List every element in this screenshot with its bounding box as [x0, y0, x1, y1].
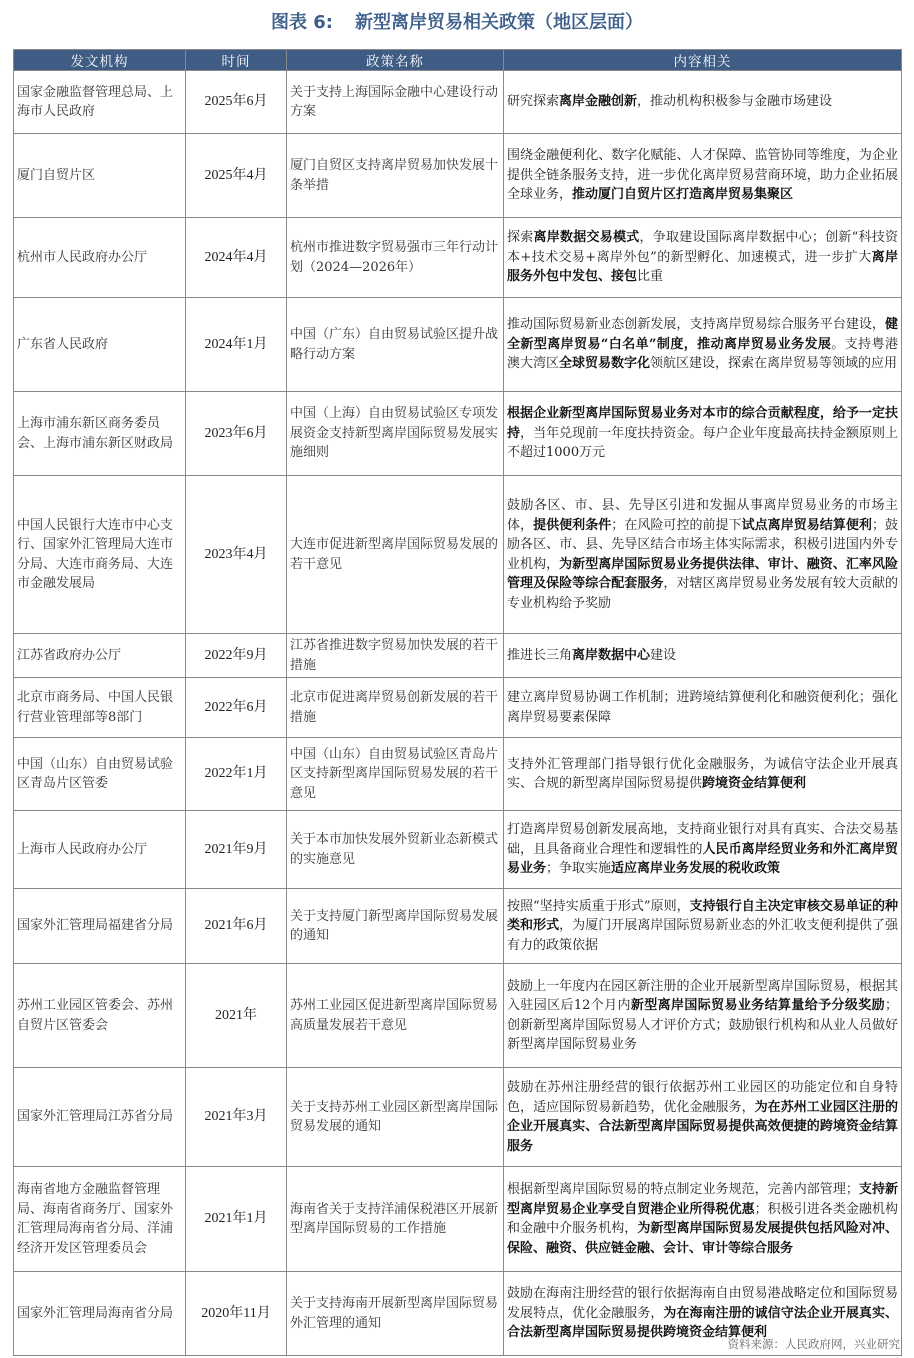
table-row — [14, 889, 902, 964]
content-text: 建立离岸贸易协调工作机制；进跨境结算便利化和融资便利化；强化离岸贸易要素保障 — [507, 690, 898, 725]
figure-number: 图表 6: — [271, 12, 333, 33]
content-text: ；积极引进各类金融机构和金融中介服务机构， — [507, 1201, 898, 1236]
content-text: ，当年兑现前一年度扶持资金。每户企业年度最高扶持金额原则上不超过1000万元 — [507, 425, 898, 461]
content-emphasis: 为新型离岸国际贸易业务提供法律、审计、融资、汇率风险管理及保险等综合配套服务 — [507, 556, 898, 591]
cell-name: 厦门自贸区支持离岸贸易加快发展十条举措 — [287, 134, 504, 218]
header-time: 时间 — [186, 50, 287, 71]
table-row — [14, 392, 902, 476]
cell-time: 2023年6月 — [186, 392, 287, 476]
content-emphasis: 人民币离岸经贸业务和外汇离岸贸易业务 — [507, 841, 898, 877]
cell-name: 关于本市加快发展外贸新业态新模式的实施意见 — [287, 811, 504, 889]
cell-time: 2020年11月 — [186, 1272, 287, 1356]
content-text: ；在风险可控的前提下 — [611, 517, 742, 533]
cell-org: 海南省地方金融监督管理局、海南省商务厅、国家外汇管理局海南省分局、洋浦经济开发区管理委员会 — [14, 1167, 186, 1272]
cell-time: 2021年9月 — [186, 811, 287, 889]
cell-org: 国家外汇管理局福建省分局 — [14, 889, 186, 964]
content-text: 推动国际贸易新业态创新发展，支持离岸贸易综合服务平台建设， — [507, 317, 885, 333]
cell-content — [504, 392, 902, 476]
cell-name: 关于支持苏州工业园区新型离岸国际贸易发展的通知 — [287, 1068, 504, 1167]
cell-content — [504, 1068, 902, 1167]
content-emphasis: 离岸数据交易模式 — [533, 230, 640, 246]
cell-time: 2024年1月 — [186, 298, 287, 392]
cell-content — [504, 1167, 902, 1272]
cell-content — [504, 134, 902, 218]
cell-org: 江苏省政府办公厅 — [14, 634, 186, 678]
cell-content — [504, 738, 902, 811]
content-emphasis: 提供便利条件 — [533, 517, 612, 533]
cell-content — [504, 218, 902, 298]
content-emphasis: 支持新型离岸贸易企业享受自贸港企业所得税优惠 — [507, 1182, 898, 1217]
cell-name: 中国（上海）自由贸易试验区专项发展资金支持新型离岸国际贸易发展实施细则 — [287, 392, 504, 476]
content-text: 围绕金融便利化、数字化赋能、人才保障、监管协同等维度，为企业提供全链条服务支持，进一步优化离岸贸易营商环境，助力企业拓展全球业务， — [507, 148, 898, 203]
cell-org: 中国人民银行大连市中心支行、国家外汇管理局大连市分局、大连市商务局、大连市金融发展局 — [14, 476, 186, 634]
cell-name: 关于支持海南开展新型离岸国际贸易外汇管理的通知 — [287, 1272, 504, 1356]
content-emphasis: 适应离岸业务发展的税收政策 — [611, 861, 781, 877]
content-emphasis: 推动厦门自贸片区打造离岸贸易集聚区 — [572, 187, 794, 203]
cell-time: 2022年6月 — [186, 678, 287, 738]
figure-title — [0, 6, 914, 40]
cell-org: 中国（山东）自由贸易试验区青岛片区管委 — [14, 738, 186, 811]
content-text: ，推动机构积极参与金融市场建设 — [637, 94, 833, 110]
header-name: 政策名称 — [287, 50, 504, 71]
table-row — [14, 134, 902, 218]
cell-time: 2024年4月 — [186, 218, 287, 298]
table-row — [14, 811, 902, 889]
content-text: ；争取实施 — [546, 861, 612, 877]
cell-org: 上海市浦东新区商务委员会、上海市浦东新区财政局 — [14, 392, 186, 476]
cell-name: 中国（广东）自由贸易试验区提升战略行动方案 — [287, 298, 504, 392]
content-text: 探索 — [507, 230, 534, 246]
cell-time: 2021年 — [186, 964, 287, 1068]
cell-time: 2023年4月 — [186, 476, 287, 634]
content-text: 鼓励在海南注册经营的银行依据海南自由贸易港战略定位和国际贸易发展特点，优化金融服务， — [507, 1286, 898, 1321]
content-emphasis: 健全新型离岸贸易“白名单”制度，推动离岸贸易业务发展 — [507, 317, 898, 352]
cell-org: 广东省人民政府 — [14, 298, 186, 392]
content-emphasis: 为新型离岸国际贸易发展提供包括风险对冲、保险、融资、供应链金融、会计、审计等综合服务 — [507, 1221, 898, 1256]
content-emphasis: 跨境资金结算便利 — [702, 776, 807, 791]
content-emphasis: 为在苏州工业园区注册的企业开展真实、合法新型离岸国际贸易提供高效便捷的跨境资金结算服务 — [507, 1099, 898, 1154]
content-text: 鼓励在苏州注册经营的银行依据苏州工业园区的功能定位和自身特色，适应国际贸易新趋势，优化金融服务， — [507, 1080, 898, 1115]
content-text: ；创新新型离岸国际贸易人才评价方式；鼓励银行机构和从业人员做好新型离岸国际贸易业务 — [507, 998, 898, 1052]
cell-name: 杭州市推进数字贸易强市三年行动计划（2024—2026年） — [287, 218, 504, 298]
cell-name: 海南省关于支持洋浦保税港区开展新型离岸国际贸易的工作措施 — [287, 1167, 504, 1272]
source-note: 资料来源：人民政府网，兴业研究 — [727, 1337, 900, 1351]
cell-content — [504, 476, 902, 634]
cell-org: 苏州工业园区管委会、苏州自贸片区管委会 — [14, 964, 186, 1068]
cell-content — [504, 298, 902, 392]
cell-content — [504, 71, 902, 134]
cell-name: 江苏省推进数字贸易加快发展的若干措施 — [287, 634, 504, 678]
content-text: 鼓励上一年度内在园区新注册的企业开展新型离岸国际贸易，根据其入驻园区后12个月内 — [507, 978, 898, 1013]
cell-name: 关于支持上海国际金融中心建设行动方案 — [287, 71, 504, 134]
cell-name: 苏州工业园区促进新型离岸国际贸易高质量发展若干意见 — [287, 964, 504, 1068]
table-row — [14, 476, 902, 634]
content-text: 建设 — [650, 647, 677, 663]
cell-time: 2021年3月 — [186, 1068, 287, 1167]
content-text: 。支持粤港澳大湾区 — [507, 336, 898, 372]
cell-name: 北京市促进离岸贸易创新发展的若干措施 — [287, 678, 504, 738]
content-text: 推进长三角 — [507, 647, 573, 663]
cell-time: 2022年1月 — [186, 738, 287, 811]
table-row — [14, 964, 902, 1068]
content-text: 根据新型离岸国际贸易的特点制定业务规范，完善内部管理； — [507, 1182, 859, 1197]
cell-time: 2021年1月 — [186, 1167, 287, 1272]
content-text: 比重 — [637, 269, 664, 285]
cell-content — [504, 811, 902, 889]
policy-table — [13, 49, 902, 1356]
content-text: ，争取建设国际离岸数据中心；创新“科技资本+技术交易+离岸外包”的新型孵化、加速模式，进一步扩大 — [507, 230, 898, 265]
cell-time: 2025年6月 — [186, 71, 287, 134]
table-body — [14, 71, 902, 1356]
cell-name: 中国（山东）自由贸易试验区青岛片区支持新型离岸国际贸易发展的若干意见 — [287, 738, 504, 811]
cell-org: 国家金融监督管理总局、上海市人民政府 — [14, 71, 186, 134]
content-emphasis: 新型离岸国际贸易业务结算量给予分级奖励 — [630, 998, 885, 1013]
cell-content — [504, 678, 902, 738]
header-org: 发文机构 — [14, 50, 186, 71]
content-emphasis: 离岸金融创新 — [559, 94, 638, 110]
table-row — [14, 1068, 902, 1167]
figure-title-text: 新型离岸贸易相关政策（地区层面） — [355, 12, 643, 33]
cell-org: 厦门自贸片区 — [14, 134, 186, 218]
content-text: 打造离岸贸易创新发展高地，支持商业银行对具有真实、合法交易基础，且具备商业合理性和逻辑性的 — [507, 822, 898, 857]
table-row — [14, 298, 902, 392]
cell-org: 国家外汇管理局海南省分局 — [14, 1272, 186, 1356]
table-row — [14, 738, 902, 811]
content-emphasis: 根据企业新型离岸国际贸易业务对本市的综合贡献程度，给予一定扶持 — [507, 406, 898, 441]
cell-org: 国家外汇管理局江苏省分局 — [14, 1068, 186, 1167]
cell-org: 杭州市人民政府办公厅 — [14, 218, 186, 298]
cell-content — [504, 964, 902, 1068]
cell-name: 大连市促进新型离岸国际贸易发展的若干意见 — [287, 476, 504, 634]
table-header-row — [14, 50, 902, 71]
table-row — [14, 218, 902, 298]
cell-org: 北京市商务局、中国人民银行营业管理部等8部门 — [14, 678, 186, 738]
content-text: 支持外汇管理部门指导银行优化金融服务，为诚信守法企业开展真实、合规的新型离岸国际贸易提供 — [507, 756, 898, 791]
content-text: ，为厦门开展离岸国际贸易新业态的外汇收支便利提供了强有力的政策依据 — [507, 918, 898, 953]
content-emphasis: 全球贸易数字化 — [559, 356, 651, 372]
cell-org: 上海市人民政府办公厅 — [14, 811, 186, 889]
cell-time: 2021年6月 — [186, 889, 287, 964]
cell-content — [504, 889, 902, 964]
content-emphasis: 离岸服务外包中发包、接包 — [507, 249, 898, 285]
cell-time: 2025年4月 — [186, 134, 287, 218]
content-emphasis: 离岸数据中心 — [572, 647, 651, 663]
cell-name: 关于支持厦门新型离岸国际贸易发展的通知 — [287, 889, 504, 964]
header-content: 内容相关 — [504, 50, 902, 71]
table-row — [14, 1167, 902, 1272]
content-text: 鼓励各区、市、县、先导区引进和发掘从事离岸贸易业务的市场主体， — [507, 498, 898, 533]
table-row — [14, 678, 902, 738]
content-text: 按照“坚持实质重于形式”原则， — [507, 898, 690, 914]
content-emphasis: 试点离岸贸易结算便利 — [741, 517, 872, 533]
content-text: 研究探索 — [507, 94, 560, 110]
cell-content — [504, 634, 902, 678]
content-text: ；鼓励各区、市、县、先导区结合市场主体实际需求，积极引进国内外专业机构， — [507, 517, 898, 572]
cell-time: 2022年9月 — [186, 634, 287, 678]
table-row — [14, 71, 902, 134]
content-emphasis: 支持银行自主决定审核交易单证的种类和形式 — [507, 898, 898, 934]
content-text: 领航区建设，探索在离岸贸易等领域的应用 — [650, 356, 898, 372]
content-emphasis: 为在海南注册的诚信守法企业开展真实、合法新型离岸国际贸易提供跨境资金结算便利 — [507, 1305, 898, 1341]
content-text: ，对辖区离岸贸易业务发展有较大贡献的专业机构给予奖励 — [507, 576, 898, 611]
table-row — [14, 634, 902, 678]
